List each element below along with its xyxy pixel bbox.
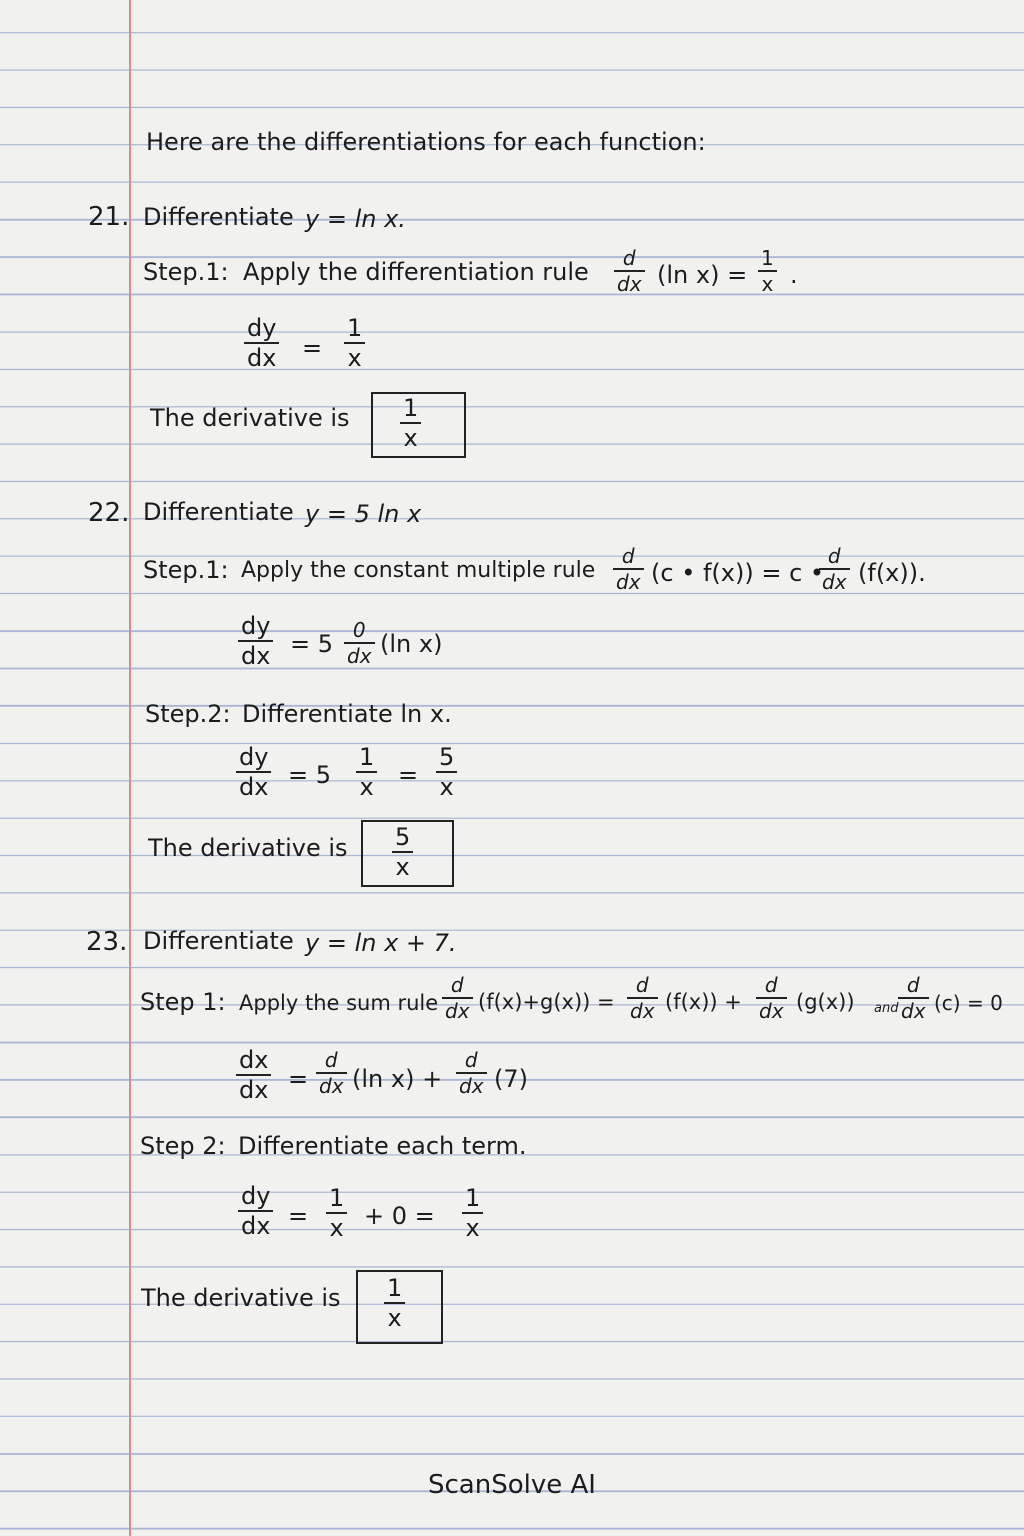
fraction [236,1048,271,1102]
margin-line [129,0,131,1536]
numerator: 1 [403,394,419,422]
fraction [238,614,273,668]
problem-number: 22. [88,498,130,528]
denominator: dx [241,642,271,670]
denominator: dx [239,773,269,801]
rule-text: (f(x)). [858,559,926,587]
numerator: d [827,544,841,568]
denominator: x [395,853,410,881]
numerator: 1 [761,246,774,270]
numerator: 1 [387,1274,403,1302]
rule-text: (g(x)) [796,990,855,1014]
equation-text: (ln x) + [352,1065,443,1093]
rule-text: (c) = 0 [934,991,1003,1015]
denominator: dx [241,1212,271,1240]
step-text: Differentiate each term. [238,1132,527,1160]
fraction [456,1050,487,1096]
fraction [316,1050,347,1096]
denominator: x [761,272,774,296]
result-label: The derivative is [150,404,350,432]
denominator: dx [617,272,642,296]
fraction [627,975,658,1021]
fraction [819,546,850,592]
denominator: dx [459,1074,484,1098]
denominator: dx [239,1076,269,1104]
numerator: 5 [439,743,455,771]
rule-text: (f(x)) + [665,990,742,1014]
denominator: x [359,773,374,801]
fraction [344,620,375,666]
equation-text: (ln x) [380,630,443,658]
numerator: 1 [347,314,363,342]
numerator: 1 [329,1184,345,1212]
denominator: dx [616,570,641,594]
numerator: dy [239,743,269,771]
denominator: dx [901,999,926,1023]
problem-expression: y = ln x. [305,205,406,233]
answer-fraction [384,1276,405,1330]
step-text: Apply the constant multiple rule [241,558,596,583]
numerator: d [906,973,920,997]
fraction [758,248,777,294]
problem-expression: y = 5 ln x [305,500,422,528]
denominator: dx [347,644,372,668]
numerator: dy [247,314,277,342]
denominator: x [347,344,362,372]
step-label: Step.2: [145,700,231,728]
fraction [462,1186,483,1240]
rule-text: . [790,261,798,289]
fraction [238,1184,273,1238]
rule-text: (ln x) = [657,261,748,289]
step-text: Differentiate ln x. [242,700,452,728]
denominator: dx [630,999,655,1023]
answer-fraction [400,396,421,450]
step-text: Apply the sum rule [239,991,439,1015]
problem-number: 21. [88,202,130,232]
denominator: x [387,1304,402,1332]
numerator: 1 [465,1184,481,1212]
problem-expression: y = ln x + 7. [305,929,457,957]
fraction [236,745,271,799]
rule-text: and [874,1001,899,1016]
denominator: dx [445,999,470,1023]
problem-prompt: Differentiate [143,498,294,526]
fraction [356,745,377,799]
numerator: d [464,1048,478,1072]
fraction [244,316,279,370]
step-text: Apply the differentiation rule [243,258,589,286]
equals: = [302,334,323,362]
problem-prompt: Differentiate [143,203,294,231]
denominator: x [329,1214,344,1242]
fraction [442,975,473,1021]
fraction [436,745,457,799]
step-label: Step.1: [143,556,229,584]
equals: = [288,1202,309,1230]
numerator: 5 [395,823,411,851]
denominator: dx [247,344,277,372]
fraction [898,975,929,1021]
numerator: d [635,973,649,997]
equation-text: = 5 [290,630,334,658]
numerator: dx [239,1046,269,1074]
equation-text: = 5 [288,761,332,789]
fraction [756,975,787,1021]
fraction [614,248,645,294]
equals: = [288,1065,309,1093]
denominator: x [439,773,454,801]
numerator: d [764,973,778,997]
equation-text: (7) [494,1065,528,1093]
step-label: Step 2: [140,1132,226,1160]
denominator: dx [759,999,784,1023]
rule-text: (f(x)+g(x)) = [478,990,615,1014]
denominator: x [465,1214,480,1242]
numerator: d [621,544,635,568]
fraction [613,546,644,592]
step-label: Step 1: [140,988,226,1016]
numerator: 1 [359,743,375,771]
problem-number: 23. [86,927,128,957]
numerator: d [324,1048,338,1072]
result-label: The derivative is [148,834,348,862]
numerator: dy [241,612,271,640]
equals: = [398,761,419,789]
footer-brand: ScanSolve AI [428,1470,596,1500]
step-label: Step.1: [143,258,229,286]
fraction [344,316,365,370]
fraction [326,1186,347,1240]
answer-fraction [392,825,413,879]
numerator: d [622,246,636,270]
numerator: 0 [352,618,366,642]
numerator: d [450,973,464,997]
rule-text: (c • f(x)) = c • [651,559,825,587]
problem-prompt: Differentiate [143,927,294,955]
denominator: dx [319,1074,344,1098]
result-label: The derivative is [141,1284,341,1312]
denominator: dx [822,570,847,594]
denominator: x [403,424,418,452]
intro-text: Here are the differentiations for each function: [146,128,706,156]
numerator: dy [241,1182,271,1210]
equation-text: + 0 = [364,1202,435,1230]
